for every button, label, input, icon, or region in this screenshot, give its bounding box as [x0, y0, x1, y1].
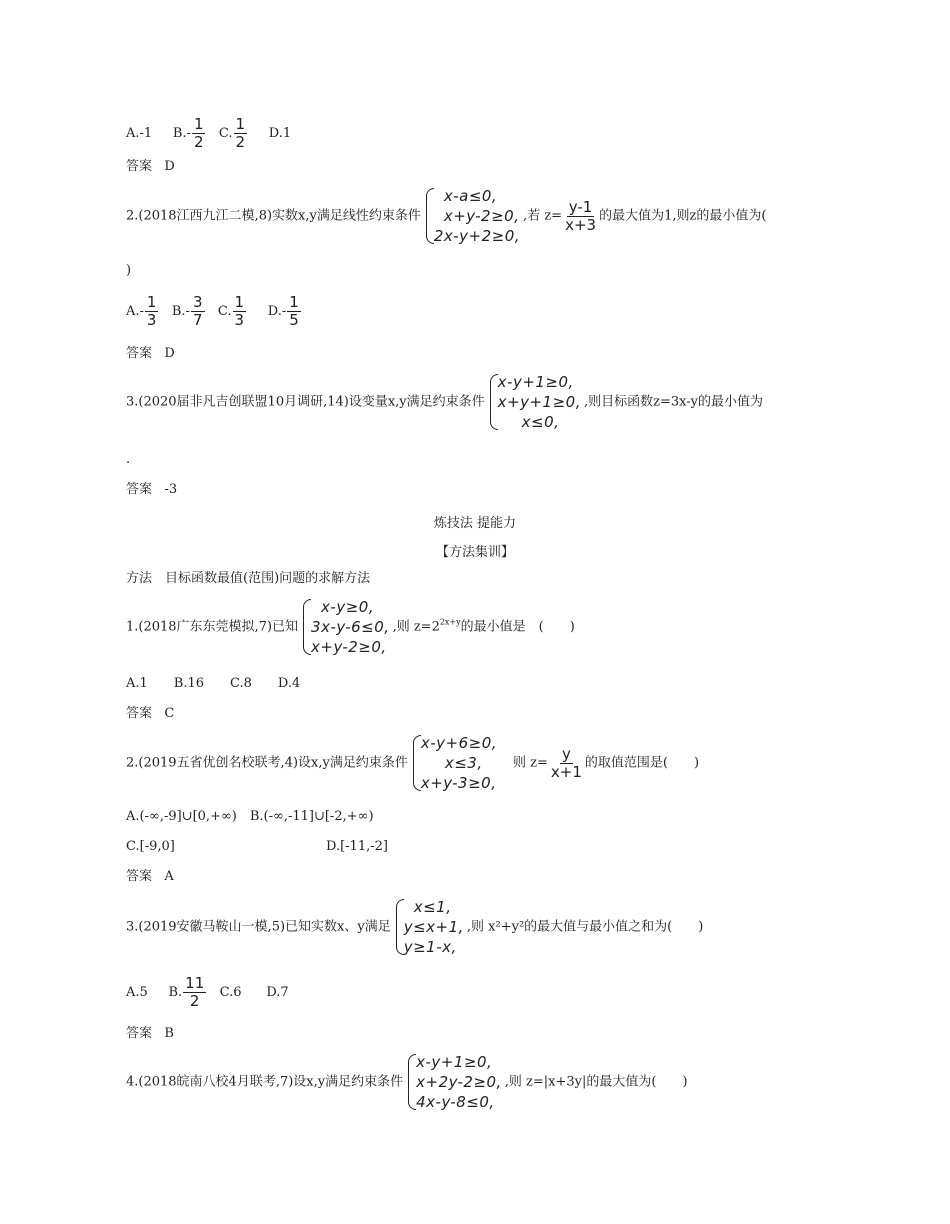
question-3: 3.(2020届非凡吉创联盟10月调研,14)设变量x,y满足约束条件 x-y+1≥0, x+y+1≥0, x≤0, ,则目标函数z=3x-y的最小值为: [126, 373, 763, 431]
answer-line-m1: 答案 C: [126, 706, 175, 721]
method-question-3: 3.(2019安徽马鞍山一模,5)已知实数x、y满足 x≤1, y≤x+1, y≥1-x, ,则 x²+y²的最大值与最小值之和为( ): [126, 898, 704, 956]
top-options: [126, 116, 291, 151]
option-b-fraction: $\frac{1}{2}$: [193, 115, 204, 151]
constraint-system: x-y+1≥0, x+y+1≥0, x≤0,: [488, 372, 581, 432]
question-2: 2.(2018江西九江二模,8)实数x,y满足线性约束条件 x-a≤0, x+y-2≥0, 2x-y+2≥0, ,若 z= $\frac{y-1}{x+3}$ 的最大值为1,则z的最小值为(: [126, 187, 767, 245]
option-b-prefix: B.-: [172, 126, 191, 141]
method-question-2: 2.(2019五省优创名校联考,4)设x,y满足约束条件 x-y+6≥0, x≤3, x+y-3≥0, 则 z= $\frac{y}{x+1}$ 的取值范围是( ): [126, 734, 700, 792]
method-question-4: 4.(2018皖南八校4月联考,7)设x,y满足约束条件 x-y+1≥0, x+2y-2≥0, 4x-y-8≤0, ,则 z=|x+3y|的最大值为( ): [126, 1053, 688, 1111]
answer-line-3: 答案 -3: [126, 482, 178, 497]
method-question-2-option-d: D.[-11,-2]: [326, 839, 388, 854]
method-question-1: 1.(2018广东东莞模拟,7)已知 x-y≥0, 3x-y-6≤0, x+y-2≥0, ,则 $z=2^{2x+y}$的最小值是 ( ): [126, 598, 575, 656]
constraint-system: x≤1, y≤x+1, y≥1-x,: [394, 897, 464, 957]
answer-line-1: 答案 D: [126, 159, 175, 174]
section-title: 炼技法 提能力: [433, 516, 517, 531]
answer-line-m3: 答案 B: [126, 1026, 174, 1041]
answer-line-m2: 答案 A: [126, 869, 174, 884]
subsection-title: 【方法集训】: [435, 545, 514, 560]
answer-line-2: 答案 D: [126, 346, 175, 361]
question-3-cont: .: [126, 452, 131, 467]
method-question-2-option-c: C.[-9,0]: [126, 839, 175, 854]
objective-fraction: $\frac{y-1}{x+3}$: [565, 197, 597, 234]
objective-fraction: $\frac{y}{x+1}$: [550, 744, 582, 781]
constraint-system: x-y+6≥0, x≤3, x+y-3≥0,: [411, 733, 497, 793]
method-heading: 方法 目标函数最值(范围)问题的求解方法: [126, 571, 371, 586]
method-question-2-options-ab: A.(-∞,-9]∪[0,+∞) B.(-∞,-11]∪[-2,+∞): [126, 809, 374, 824]
question-2-options: A.- $\frac{1}{3}$ B.- $\frac{3}{7}$ C. $\frac{1}{3}$ D.- $\frac{1}{5}$: [126, 293, 299, 329]
method-question-1-options: A.1 B.16 C.8 D.4: [126, 676, 301, 691]
option-d: D.1: [268, 126, 292, 141]
option-a: A.-1: [126, 126, 153, 141]
question-2-cont: ): [126, 263, 132, 278]
constraint-system: x-a≤0, x+y-2≥0, 2x-y+2≥0,: [424, 186, 520, 246]
constraint-system: x-y≥0, 3x-y-6≤0, x+y-2≥0,: [301, 597, 390, 657]
option-c-fraction: $\frac{1}{2}$: [235, 115, 246, 151]
method-question-3-options: A.5 B. $\frac{11}{2}$ C.6 D.7: [126, 974, 289, 1010]
constraint-system: x-y+1≥0, x+2y-2≥0, 4x-y-8≤0,: [406, 1052, 502, 1112]
option-c-prefix: C.: [218, 126, 233, 141]
